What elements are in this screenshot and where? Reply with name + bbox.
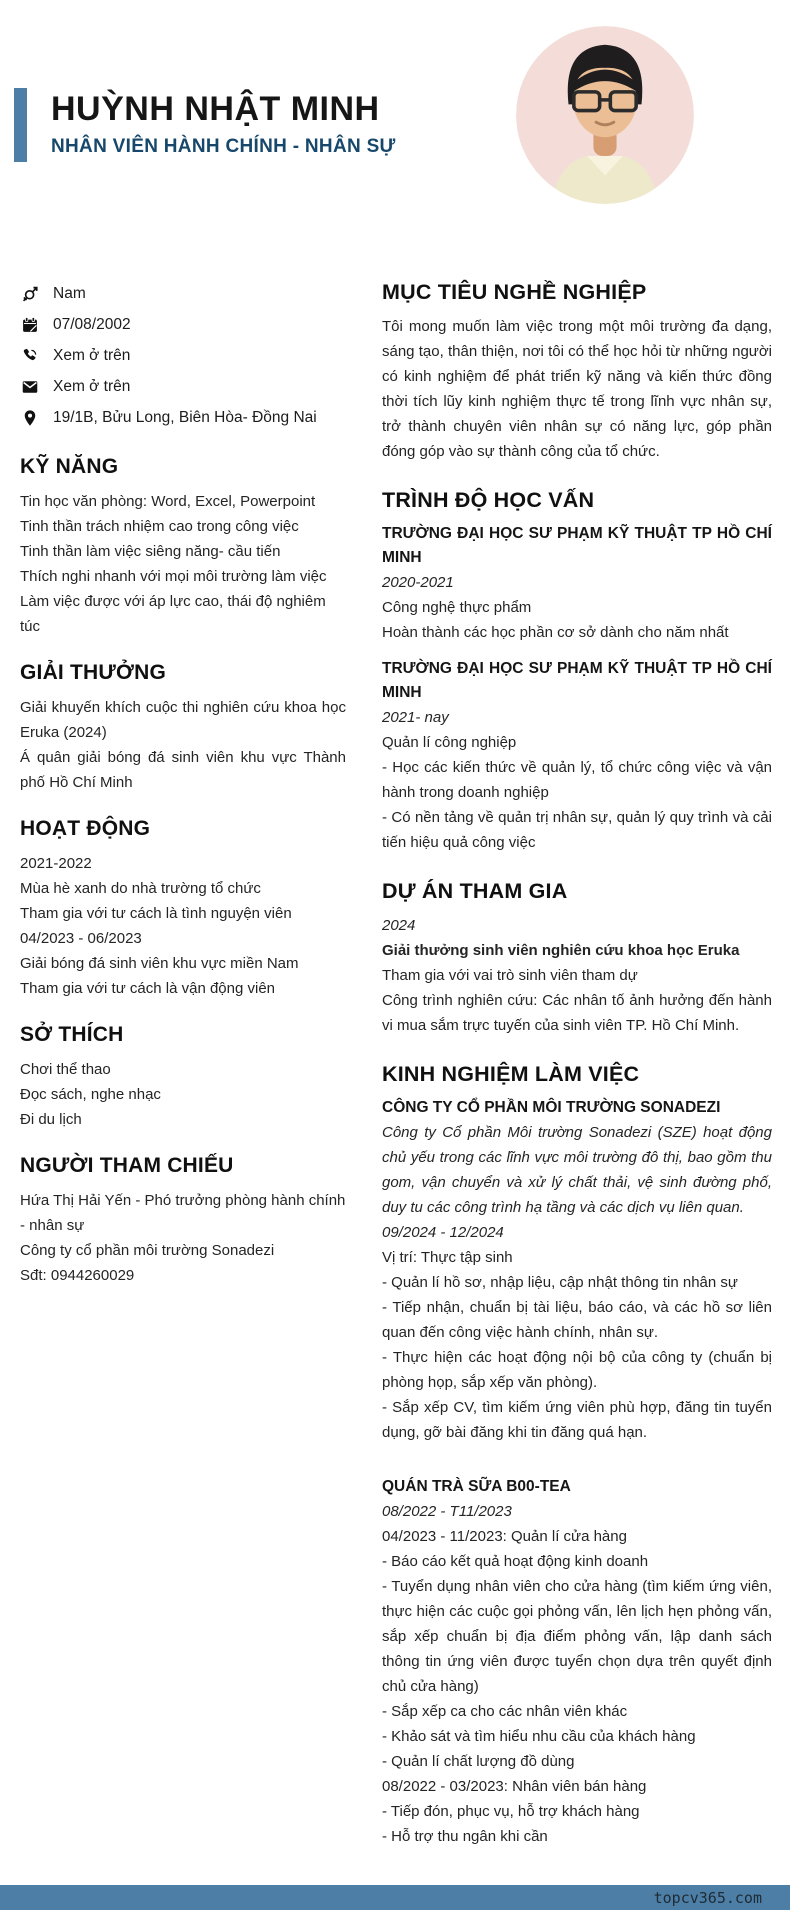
text-line: 04/2023 - 11/2023: Quản lí cửa hàng	[382, 1528, 627, 1545]
contact-item	[20, 340, 346, 371]
right-sections	[382, 278, 772, 1849]
text-line: Đọc sách, nghe nhạc	[20, 1086, 161, 1103]
text-line: Tham gia với vai trò sinh viên tham dự	[382, 967, 638, 984]
contact-list	[20, 278, 346, 433]
text-line: Công nghệ thực phẩm	[382, 599, 532, 616]
text-line: - Quản lí chất lượng đồ dùng	[382, 1753, 575, 1770]
text-line: Tôi mong muốn làm việc trong một môi trường đa dạng, sáng tạo, thân thiện, nơi tôi có thể học hỏi từ những người có kinh nghiệm để phát triển kỹ năng và kiến thức đồng thời tích lũy kinh nghiệm thực tế trong lĩnh vực nhân sự, trở thành chuyên viên nhân sự có năng lực, góp phần đóng góp vào sự thành công của tổ chức.	[382, 318, 772, 460]
text-line: Công trình nghiên cứu: Các nhân tố ảnh hưởng đến hành vi mua sắm trực tuyến của sinh viên TP. Hồ Chí Minh.	[382, 992, 772, 1034]
text-line: 2024	[382, 917, 416, 934]
text-line: Công ty cổ phần môi trường Sonadezi	[20, 1242, 275, 1259]
gender-icon	[20, 284, 39, 303]
text-line: 2021-2022	[20, 855, 92, 872]
section-title: DỰ ÁN THAM GIA	[382, 879, 568, 903]
right-column	[356, 278, 772, 1849]
header-text	[51, 88, 396, 162]
text-line: TRƯỜNG ĐẠI HỌC SƯ PHẠM KỸ THUẬT TP HỒ CHÍ MINH	[382, 660, 772, 701]
text-line: 2020-2021	[382, 574, 454, 591]
contact-text: 07/08/2002	[53, 315, 131, 333]
left-sections	[20, 453, 346, 1288]
text-line: Giải khuyến khích cuộc thi nghiên cứu khoa học Eruka (2024)	[20, 699, 346, 741]
text-line: CÔNG TY CỔ PHẦN MÔI TRƯỜNG SONADEZI	[382, 1099, 721, 1116]
text-line: Mùa hè xanh do nhà trường tổ chức	[20, 880, 261, 897]
text-line: Hoàn thành các học phần cơ sở dành cho năm nhất	[382, 624, 729, 641]
text-line: - Tiếp nhận, chuẩn bị tài liệu, báo cáo, và các hồ sơ liên quan đến công việc hành chính, nhân sự.	[382, 1299, 772, 1341]
section	[382, 486, 772, 855]
section-title: TRÌNH ĐỘ HỌC VẤN	[382, 488, 595, 512]
text-line: - Báo cáo kết quả hoạt động kinh doanh	[382, 1553, 649, 1570]
text-line: Quản lí công nghiệp	[382, 734, 517, 751]
text-line: 08/2022 - T11/2023	[382, 1503, 512, 1520]
section	[20, 1021, 346, 1132]
text-line: Đi du lịch	[20, 1111, 82, 1128]
text-line: Giải bóng đá sinh viên khu vực miền Nam	[20, 955, 299, 972]
text-line: - Quản lí hồ sơ, nhập liệu, cập nhật thông tin nhân sự	[382, 1274, 738, 1291]
text-line: Sđt: 0944260029	[20, 1267, 135, 1284]
content-columns	[0, 278, 790, 1849]
text-line: 2021- nay	[382, 709, 449, 726]
section	[382, 278, 772, 464]
text-line: Á quân giải bóng đá sinh viên khu vực Thành phố Hồ Chí Minh	[20, 749, 346, 791]
text-line: 09/2024 - 12/2024	[382, 1224, 504, 1241]
section	[20, 815, 346, 1001]
text-line: QUÁN TRÀ SỮA B00-TEA	[382, 1478, 571, 1495]
section	[382, 1060, 772, 1849]
text-line: Hứa Thị Hải Yến - Phó trưởng phòng hành chính - nhân sự	[20, 1192, 346, 1234]
contact-text: Xem ở trên	[53, 346, 131, 364]
text-line: Giải thưởng sinh viên nghiên cứu khoa học Eruka	[382, 942, 740, 959]
left-column	[20, 278, 356, 1849]
text-line: - Sắp xếp ca cho các nhân viên khác	[382, 1703, 628, 1720]
person-name: HUỲNH NHẬT MINH	[51, 90, 380, 128]
section-title: MỤC TIÊU NGHỀ NGHIỆP	[382, 280, 647, 304]
text-line: Tin học văn phòng: Word, Excel, Powerpoint	[20, 493, 316, 510]
text-line: Tinh thần làm việc siêng năng- cầu tiến	[20, 543, 281, 560]
text-line: Công ty Cổ phần Môi trường Sonadezi (SZE) hoạt động chủ yếu trong các lĩnh vực môi trường đô thị, bao gồm thu gom, vận chuyển và xử lý chất thải, vệ sinh đường phố, duy tu các công trình hạ tầng và các dịch vụ liên quan.	[382, 1124, 772, 1216]
section-title: SỞ THÍCH	[20, 1023, 124, 1046]
section	[20, 659, 346, 795]
contact-item	[20, 402, 346, 433]
text-line: Tinh thần trách nhiệm cao trong công việc	[20, 518, 299, 535]
location-icon	[20, 408, 39, 427]
text-line: - Học các kiến thức về quản lý, tổ chức công việc và vận hành trong doanh nghiệp	[382, 759, 772, 801]
text-line: - Có nền tảng về quản trị nhân sự, quản lý quy trình và cải tiến hiệu quả công việc	[382, 809, 772, 851]
text-line: - Hỗ trợ thu ngân khi cần	[382, 1828, 548, 1845]
site-link[interactable]: topcv365.com	[653, 1888, 762, 1907]
text-line: 04/2023 - 06/2023	[20, 930, 142, 947]
text-line: Vị trí: Thực tập sinh	[382, 1249, 513, 1266]
contact-text: 19/1B, Bửu Long, Biên Hòa- Đồng Nai	[53, 408, 317, 426]
job-title: NHÂN VIÊN HÀNH CHÍNH - NHÂN SỰ	[51, 136, 396, 158]
header	[14, 88, 396, 162]
section-title: GIẢI THƯỞNG	[20, 661, 167, 684]
profile-photo	[516, 26, 694, 204]
section	[382, 877, 772, 1038]
text-line: - Thực hiện các hoạt động nội bộ của công ty (chuẩn bị phòng họp, sắp xếp văn phòng).	[382, 1349, 772, 1391]
section-title: KỸ NĂNG	[20, 455, 119, 478]
text-line: Tham gia với tư cách là tình nguyện viên	[20, 905, 292, 922]
section-title: HOẠT ĐỘNG	[20, 817, 151, 840]
calendar-icon	[20, 315, 39, 334]
accent-bar	[14, 88, 27, 162]
contact-text: Nam	[53, 284, 86, 302]
section-title: NGƯỜI THAM CHIẾU	[20, 1154, 234, 1177]
text-line: - Tiếp đón, phục vụ, hỗ trợ khách hàng	[382, 1803, 640, 1820]
contact-text: Xem ở trên	[53, 377, 131, 395]
text-line: Thích nghi nhanh với mọi môi trường làm việc	[20, 568, 327, 585]
section	[20, 1152, 346, 1288]
contact-item	[20, 278, 346, 309]
phone-icon	[20, 346, 39, 365]
contact-item	[20, 309, 346, 340]
contact-item	[20, 371, 346, 402]
text-line: - Khảo sát và tìm hiểu nhu cầu của khách hàng	[382, 1728, 696, 1745]
text-line: - Tuyển dụng nhân viên cho cửa hàng (tìm kiếm ứng viên, thực hiện các cuộc gọi phỏng vấn, lên lịch hẹn phỏng vấn, sắp xếp chuẩn bị địa điểm phỏng vấn, lập danh sách thông tin ứng viên được tuyển chọn dựa trên quyết định chủ cửa hàng)	[382, 1578, 772, 1695]
text-line: Làm việc được với áp lực cao, thái độ nghiêm túc	[20, 593, 326, 635]
text-line: TRƯỜNG ĐẠI HỌC SƯ PHẠM KỸ THUẬT TP HỒ CHÍ MINH	[382, 525, 772, 566]
text-line: Chơi thể thao	[20, 1061, 111, 1078]
section-title: KINH NGHIỆM LÀM VIỆC	[382, 1062, 640, 1086]
section	[20, 453, 346, 639]
footer	[0, 1885, 790, 1910]
text-line: - Sắp xếp CV, tìm kiếm ứng viên phù hợp, đăng tin tuyển dụng, gỡ bài đăng khi tin đăng quá hạn.	[382, 1399, 772, 1441]
text-line: Tham gia với tư cách là vận động viên	[20, 980, 276, 997]
text-line: 08/2022 - 03/2023: Nhân viên bán hàng	[382, 1778, 647, 1795]
mail-icon	[20, 377, 39, 396]
